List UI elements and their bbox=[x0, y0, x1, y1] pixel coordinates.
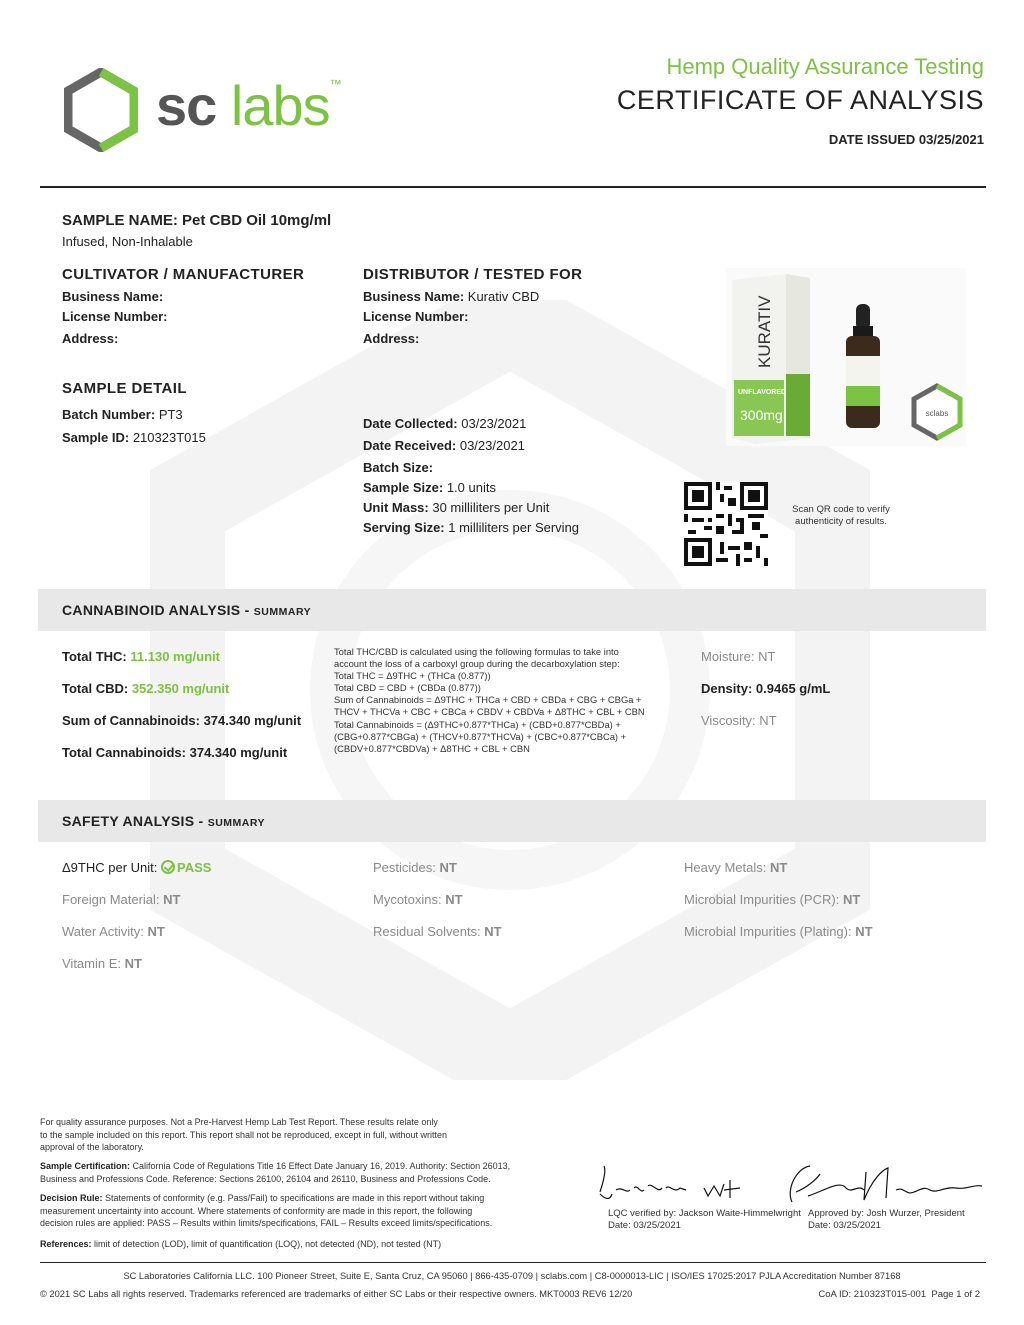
sum-cannabinoids-label: Sum of Cannabinoids: bbox=[62, 713, 200, 728]
heavy-metals-value: NT bbox=[770, 860, 788, 875]
density-value: 0.9465 g/mL bbox=[755, 681, 831, 696]
approved-by: Approved by: Josh Wurzer, President bbox=[808, 1208, 965, 1219]
formula-line: Total THC/CBD is calculated using the following formulas to take into bbox=[334, 646, 619, 657]
distributor-license-label: License Number: bbox=[363, 309, 469, 324]
hexagon-logo-icon bbox=[64, 68, 138, 152]
decision-rule bbox=[40, 1192, 600, 1230]
batch-number bbox=[62, 408, 183, 421]
batch-number-label: Batch Number: bbox=[62, 407, 156, 422]
residual-solvents bbox=[373, 924, 502, 939]
product-brand: KURATIV bbox=[755, 295, 774, 368]
cultivator-business-name-label: Business Name: bbox=[62, 289, 164, 304]
viscosity-label: Viscosity: bbox=[701, 713, 756, 728]
water-activity-value: NT bbox=[147, 924, 165, 939]
decision-rule-line: measurement uncertainty into account. Where statements of conformity are made in this report, the following bbox=[40, 1205, 473, 1216]
sample-size-value: 1.0 units bbox=[446, 480, 496, 495]
sample-name bbox=[62, 212, 331, 229]
pesticides bbox=[373, 860, 457, 875]
formula-line: (CBG+0.877*CBGa) + (THCV+0.877*THCVa) + (CBC+0.877*CBCa) + bbox=[334, 730, 627, 742]
microbial-plating-label: Microbial Impurities (Plating): bbox=[684, 924, 852, 939]
signature-approved bbox=[808, 1208, 965, 1232]
sum-cannabinoids-value: 374.340 mg/unit bbox=[203, 713, 302, 728]
distributor-business-name-label: Business Name: bbox=[363, 289, 465, 304]
lqc-date: Date: 03/25/2021 bbox=[608, 1220, 681, 1231]
cannabinoid-title-dash: - bbox=[240, 602, 254, 618]
heavy-metals bbox=[684, 860, 787, 875]
serving-size bbox=[363, 521, 579, 534]
date-issued: DATE ISSUED 03/25/2021 bbox=[828, 132, 984, 147]
mycotoxins-value: NT bbox=[445, 892, 463, 907]
safety-title-dash: - bbox=[194, 813, 208, 829]
sample-id bbox=[62, 431, 206, 444]
qa-disclaimer bbox=[40, 1116, 560, 1154]
sample-detail-heading: SAMPLE DETAIL bbox=[62, 380, 187, 397]
distributor-heading: DISTRIBUTOR / TESTED FOR bbox=[363, 266, 583, 283]
pesticides-label: Pesticides: bbox=[373, 860, 436, 875]
distributor-business-name bbox=[363, 290, 539, 303]
formula-line: THCV + THCVa + CBC + CBCa + CBDV + CBDVa + Δ8THC + CBL + CBN bbox=[334, 706, 645, 718]
decision-rule-line: decision rules are applied: PASS – Results within limits/specifications, FAIL – Results exceed limits/specifications. bbox=[40, 1218, 493, 1228]
decision-rule-label: Decision Rule: bbox=[40, 1193, 103, 1203]
product-flavor: UNFLAVORED bbox=[738, 389, 787, 396]
density-label: Density: bbox=[701, 681, 753, 696]
water-activity bbox=[62, 924, 165, 939]
qr-code-icon bbox=[684, 482, 768, 566]
safety-summary-bar bbox=[38, 800, 986, 842]
logo-tm: ™ bbox=[329, 77, 341, 91]
safety-summary-title bbox=[62, 813, 265, 829]
vitamin-e-label: Vitamin E: bbox=[62, 956, 122, 971]
references-label: References: bbox=[40, 1239, 92, 1249]
formula-line: Total Cannabinoids = (Δ9THC+0.877*THCa) + (CBD+0.877*CBDa) + bbox=[334, 718, 621, 730]
approved-date: Date: 03/25/2021 bbox=[808, 1220, 881, 1231]
cultivator-address-label: Address: bbox=[62, 331, 119, 346]
formula-line: Total THC = Δ9THC + (THCa (0.877)) bbox=[334, 670, 491, 682]
date-collected-value: 03/23/2021 bbox=[461, 416, 527, 431]
thc-per-unit-label: Δ9THC per Unit: bbox=[62, 860, 158, 875]
safety-title-suffix: SUMMARY bbox=[207, 817, 266, 829]
cultivator-license-label: License Number: bbox=[62, 309, 168, 324]
distributor-address-label: Address: bbox=[363, 331, 420, 346]
sc-labs-logo bbox=[64, 68, 364, 152]
coa-id-line bbox=[818, 1289, 980, 1300]
formula-line: Sum of Cannabinoids = Δ9THC + THCa + CBD + CBDa + CBG + CBGa + bbox=[334, 694, 642, 706]
pesticides-value: NT bbox=[439, 860, 457, 875]
formula-line: (CBDV+0.877*CBDVa) + Δ8THC + CBL + CBN bbox=[334, 742, 530, 754]
qa-line: For quality assurance purposes. Not a Pre-Harvest Hemp Lab Test Report. These results relate only bbox=[40, 1117, 438, 1127]
unit-mass-label: Unit Mass: bbox=[363, 500, 429, 515]
cannabinoid-summary-title bbox=[62, 602, 311, 618]
date-collected-label: Date Collected: bbox=[363, 416, 458, 431]
total-cannabinoids-value: 374.340 mg/unit bbox=[189, 745, 288, 760]
unit-mass-value: 30 milliliters per Unit bbox=[432, 500, 550, 515]
date-received bbox=[363, 439, 525, 452]
qa-line: to the sample included on this report. This report shall not be reproduced, except in full, without written bbox=[40, 1129, 448, 1140]
total-thc-label: Total THC: bbox=[62, 649, 127, 664]
thc-per-unit bbox=[62, 860, 211, 875]
total-cannabinoids-label: Total Cannabinoids: bbox=[62, 745, 186, 760]
date-received-label: Date Received: bbox=[363, 438, 457, 453]
total-thc-value: 11.130 mg/unit bbox=[130, 649, 220, 664]
logo-sc-text: sc bbox=[156, 74, 217, 137]
logo-labs-text: labs bbox=[230, 74, 330, 137]
viscosity-value: NT bbox=[759, 713, 777, 728]
microbial-pcr-label: Microbial Impurities (PCR): bbox=[684, 892, 840, 907]
viscosity bbox=[701, 713, 777, 728]
sample-id-label: Sample ID: bbox=[62, 430, 130, 445]
residual-solvents-label: Residual Solvents: bbox=[373, 924, 481, 939]
sample-name-value: Pet CBD Oil 10mg/ml bbox=[182, 212, 332, 229]
moisture-label: Moisture: bbox=[701, 649, 755, 664]
residual-solvents-value: NT bbox=[484, 924, 502, 939]
report-title: CERTIFICATE OF ANALYSIS bbox=[616, 85, 984, 115]
cannabinoid-title-text: CANNABINOID ANALYSIS bbox=[62, 602, 241, 618]
product-badge-text: sclabs bbox=[925, 409, 949, 418]
total-cannabinoids bbox=[62, 745, 287, 760]
unit-mass bbox=[363, 501, 549, 514]
qr-note: Scan QR code to verify authenticity of results. bbox=[792, 504, 890, 527]
density bbox=[701, 681, 830, 696]
certification-line: Business and Professions Code. Reference: Sections 26100, 26104 and 26110, Business and Professions Code. bbox=[40, 1173, 491, 1184]
foreign-material bbox=[62, 892, 181, 907]
page-number: Page 1 of 2 bbox=[931, 1289, 980, 1300]
sample-type: Infused, Non-Inhalable bbox=[62, 234, 193, 249]
total-thc bbox=[62, 649, 220, 664]
total-cbd bbox=[62, 681, 229, 696]
sample-certification bbox=[40, 1160, 600, 1185]
microbial-plating-value: NT bbox=[855, 924, 873, 939]
serving-size-value: 1 milliliters per Serving bbox=[448, 520, 580, 535]
certification-line: California Code of Regulations Title 16 Effect Date January 16, 2019. Authority: Section 26013, bbox=[132, 1161, 511, 1171]
vitamin-e-value: NT bbox=[124, 956, 142, 971]
distributor-business-name-value: Kurativ CBD bbox=[467, 289, 540, 304]
batch-size-label: Batch Size: bbox=[363, 460, 434, 475]
certification-label: Sample Certification: bbox=[40, 1161, 131, 1171]
formula-line: account the loss of a carboxyl group during the decarboxylation step: bbox=[334, 658, 620, 670]
signature-lqc bbox=[608, 1208, 801, 1232]
vitamin-e bbox=[62, 956, 142, 971]
foreign-material-label: Foreign Material: bbox=[62, 892, 160, 907]
microbial-pcr bbox=[684, 892, 860, 907]
mycotoxins bbox=[373, 892, 463, 907]
check-circle-icon bbox=[161, 860, 175, 874]
product-photo bbox=[726, 268, 966, 446]
total-cbd-value: 352.350 mg/unit bbox=[131, 681, 230, 696]
water-activity-label: Water Activity: bbox=[62, 924, 144, 939]
moisture-value: NT bbox=[758, 649, 776, 664]
lab-address-line: SC Laboratories California LLC. 100 Pioneer Street, Suite E, Santa Cruz, CA 95060 | 866-435-0709 | sclabs.com | C8-0000013-LIC | ISO/IES 17025:2017 PJLA Accreditation Number 87168 bbox=[123, 1271, 901, 1281]
copyright-line: © 2021 SC Labs all rights reserved. Trademarks referenced are trademarks of either SC Labs or their respective owners. MKT0003 REV6 12/20 bbox=[40, 1289, 633, 1299]
microbial-plating bbox=[684, 924, 873, 939]
serving-size-label: Serving Size: bbox=[363, 520, 445, 535]
qa-line: approval of the laboratory. bbox=[40, 1142, 144, 1152]
report-subtitle: Hemp Quality Assurance Testing bbox=[666, 54, 984, 79]
references bbox=[40, 1238, 600, 1251]
date-received-value: 03/23/2021 bbox=[459, 438, 525, 453]
date-collected bbox=[363, 417, 526, 430]
total-cbd-label: Total CBD: bbox=[62, 681, 129, 696]
thc-per-unit-status: PASS bbox=[177, 860, 212, 875]
signatures-image bbox=[596, 1160, 986, 1212]
coa-id: CoA ID: 210323T015-001 bbox=[818, 1289, 927, 1300]
footer-divider bbox=[40, 1262, 986, 1263]
sample-name-label: SAMPLE NAME: bbox=[62, 212, 178, 229]
moisture bbox=[701, 649, 775, 664]
cannabinoid-formula-notes bbox=[334, 646, 674, 755]
foreign-material-value: NT bbox=[163, 892, 181, 907]
formula-line: Total CBD = CBD + (CBDa (0.877)) bbox=[334, 682, 481, 694]
cannabinoid-title-suffix: SUMMARY bbox=[253, 606, 312, 618]
sample-id-value: 210323T015 bbox=[132, 430, 206, 445]
heavy-metals-label: Heavy Metals: bbox=[684, 860, 767, 875]
safety-title-text: SAFETY ANALYSIS bbox=[62, 813, 195, 829]
sample-size-label: Sample Size: bbox=[363, 480, 444, 495]
decision-rule-line: Statements of conformity (e.g. Pass/Fail) to specifications are made in this report without taking bbox=[105, 1193, 485, 1203]
microbial-pcr-value: NT bbox=[842, 892, 861, 907]
mycotoxins-label: Mycotoxins: bbox=[373, 892, 442, 907]
cannabinoid-summary-bar bbox=[38, 589, 986, 631]
header-divider bbox=[40, 186, 986, 188]
product-strength: 300mg bbox=[740, 407, 783, 423]
references-text: limit of detection (LOD), limit of quantification (LOQ), not detected (ND), not tested (NT) bbox=[94, 1239, 442, 1249]
sum-of-cannabinoids bbox=[62, 713, 301, 728]
cultivator-heading: CULTIVATOR / MANUFACTURER bbox=[62, 266, 305, 283]
sample-size bbox=[363, 481, 496, 494]
lqc-verified-by: LQC verified by: Jackson Waite-Himmelwright bbox=[608, 1208, 801, 1219]
batch-number-value: PT3 bbox=[158, 407, 183, 422]
